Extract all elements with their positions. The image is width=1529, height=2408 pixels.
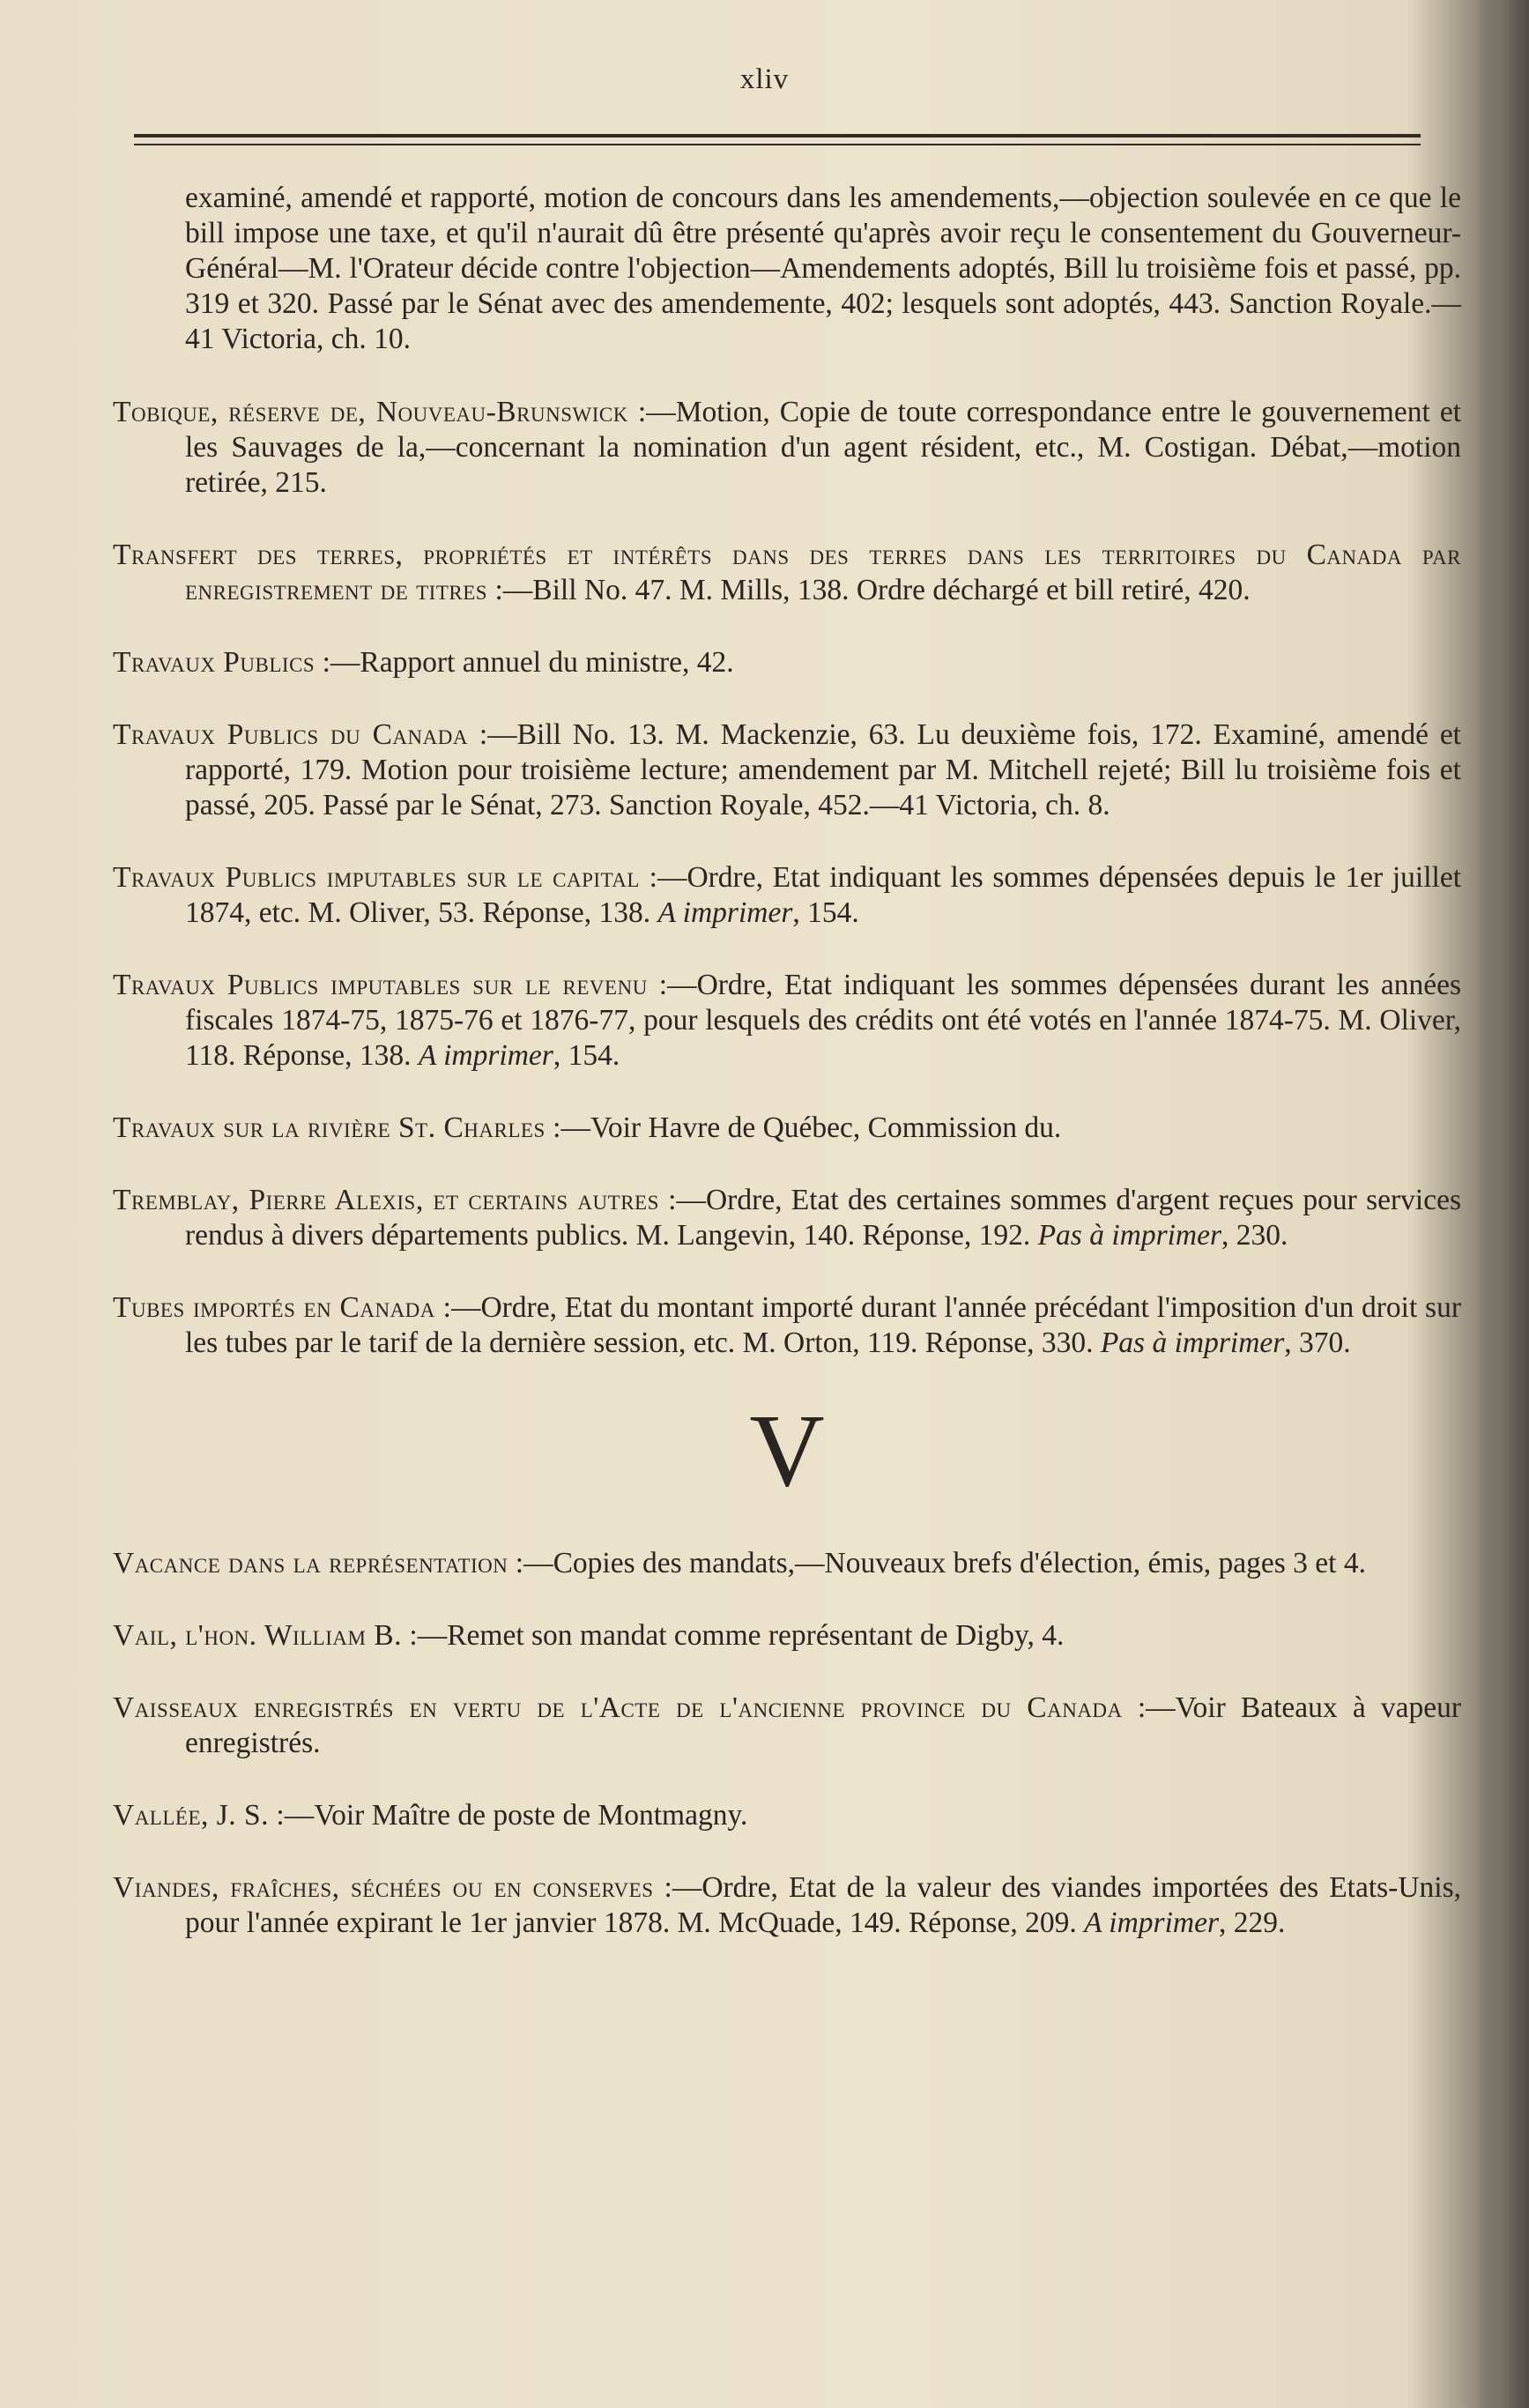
index-entry	[113, 860, 1461, 931]
index-entry	[113, 1798, 1461, 1833]
entry-text: :—Voir Maître de poste de Montmagny.	[276, 1799, 748, 1832]
entry-heading: Transfert des terres, propriétés et intérêts dans des terres dans les territoires du Canada par enregistrement de titres	[113, 539, 1461, 606]
entry-text: :—Ordre, Etat indiquant les sommes dépensées depuis le 1er juillet 1874, etc. M. Oliver, 53. Réponse, 138.	[185, 861, 1462, 929]
index-entry	[113, 968, 1461, 1074]
entry-heading: Travaux Publics imputables sur le capital	[113, 861, 640, 894]
entry-text: :—Ordre, Etat de la valeur des viandes importées des Etats-Unis, pour l'année expirant le 1er janvier 1878. M. McQuade, 149. Réponse, 209.	[185, 1871, 1461, 1939]
index-entry	[113, 1618, 1461, 1654]
entry-print-note: Pas à imprimer	[1037, 1219, 1222, 1252]
index-entry	[113, 395, 1461, 501]
index-entry	[113, 1183, 1461, 1253]
entry-heading: Tremblay, Pierre Alexis, et certains autres	[113, 1184, 659, 1216]
entry-text: :—Bill No. 13. M. Mackenzie, 63. Lu deuxième fois, 172. Examiné, amendé et rapporté, 179. Motion pour troisième lecture; amendement par M. Mitchell rejeté; Bill lu troisième fois et passé, 205. Passé par le Sénat, 273. Sanction Royale, 452.—41 Victoria, ch. 8.	[185, 718, 1461, 821]
entry-text: :—Voir Bateaux à vapeur enregistrés.	[185, 1691, 1461, 1759]
header-rule-thin	[134, 144, 1421, 145]
entry-page-ref: , 229.	[1219, 1906, 1286, 1939]
page-number: xliv	[739, 63, 790, 95]
entry-print-note: Pas à imprimer	[1100, 1327, 1285, 1359]
index-entry	[113, 1290, 1461, 1361]
index-entries	[113, 181, 1461, 1978]
entry-print-note: A imprimer	[657, 896, 793, 929]
entry-heading: Vacance dans la représentation	[113, 1547, 508, 1579]
index-entry	[113, 1691, 1461, 1761]
index-entry	[113, 645, 1461, 680]
entry-text: :—Copies des mandats,—Nouveaux brefs d'élection, émis, pages 3 et 4.	[515, 1547, 1366, 1579]
entry-text: :—Voir Havre de Québec, Commission du.	[553, 1111, 1062, 1144]
entry-heading: Travaux Publics du Canada	[113, 718, 468, 751]
entry-page-ref: , 370.	[1284, 1327, 1351, 1359]
index-entry	[113, 538, 1461, 608]
entry-text: :—Rapport annuel du ministre, 42.	[322, 646, 734, 679]
entry-text: :—Ordre, Etat du montant importé durant l'année précédant l'imposition d'un droit sur les tubes par le tarif de la dernière session, etc. M. Orton, 119. Réponse, 330.	[185, 1291, 1461, 1359]
index-entry	[113, 1870, 1461, 1941]
entry-heading: Vaisseaux enregistrés en vertu de l'Acte de l'ancienne province du Canada	[113, 1691, 1123, 1724]
entry-heading: Travaux Publics	[113, 646, 315, 679]
entry-text: :—Motion, Copie de toute correspondance entre le gouvernement et les Sauvages de la,—concernant la nomination d'un agent résident, etc., M. Costigan. Débat,—motion retirée, 215.	[185, 396, 1462, 499]
entry-print-note: A imprimer	[418, 1039, 553, 1072]
binding-gutter	[1476, 0, 1529, 2408]
entry-text: :—Bill No. 47. M. Mills, 138. Ordre déchargé et bill retiré, 420.	[494, 574, 1251, 606]
continued-entry: examiné, amendé et rapporté, motion de concours dans les amendements,—objection soulevée en ce que le bill impose une taxe, et qu'il n'aurait dû être présenté qu'après avoir reçu le consentement du Gouverneur-Général—M. l'Orateur décide contre l'objection—Amendements adoptés, Bill lu troisième fois et passé, pp. 319 et 320. Passé par le Sénat avec des amendemente, 402; lesquels sont adoptés, 443. Sanction Royale.—41 Victoria, ch. 10.	[185, 182, 1461, 355]
entry-heading: Tubes importés en Canada	[113, 1291, 435, 1324]
entry-heading: Travaux sur la rivière St. Charles	[113, 1111, 546, 1144]
entry-heading: Vail, l'hon. William B.	[113, 1619, 403, 1652]
entry-text: :—Remet son mandat comme représentant de Digby, 4.	[409, 1619, 1065, 1652]
entry-heading: Viandes, fraîches, séchées ou en conserves	[113, 1871, 654, 1904]
entry-page-ref: , 230.	[1221, 1219, 1288, 1252]
index-entry	[113, 717, 1461, 823]
entry-heading: Tobique, réserve de, Nouveau-Brunswick	[113, 396, 628, 428]
entry-text: :—Ordre, Etat indiquant les sommes dépensées durant les années fiscales 1874-75, 1875-76 et 1876-77, pour lesquels des crédits ont été votés en l'année 1874-75. M. Oliver, 118. Réponse, 138.	[185, 969, 1462, 1072]
entry-heading: Vallée, J. S.	[113, 1799, 270, 1832]
entry-page-ref: , 154.	[792, 896, 859, 929]
header-rule	[134, 134, 1421, 137]
index-entry	[113, 1111, 1461, 1146]
index-entry	[113, 1546, 1461, 1581]
entry-text: :—Ordre, Etat des certaines sommes d'argent reçues pour services rendus à divers départements publics. M. Langevin, 140. Réponse, 192.	[185, 1184, 1461, 1252]
entry-print-note: A imprimer	[1084, 1906, 1220, 1939]
section-letter: V	[749, 1393, 825, 1508]
entry-heading: Travaux Publics imputables sur le revenu	[113, 969, 648, 1001]
entry-page-ref: , 154.	[553, 1039, 620, 1072]
